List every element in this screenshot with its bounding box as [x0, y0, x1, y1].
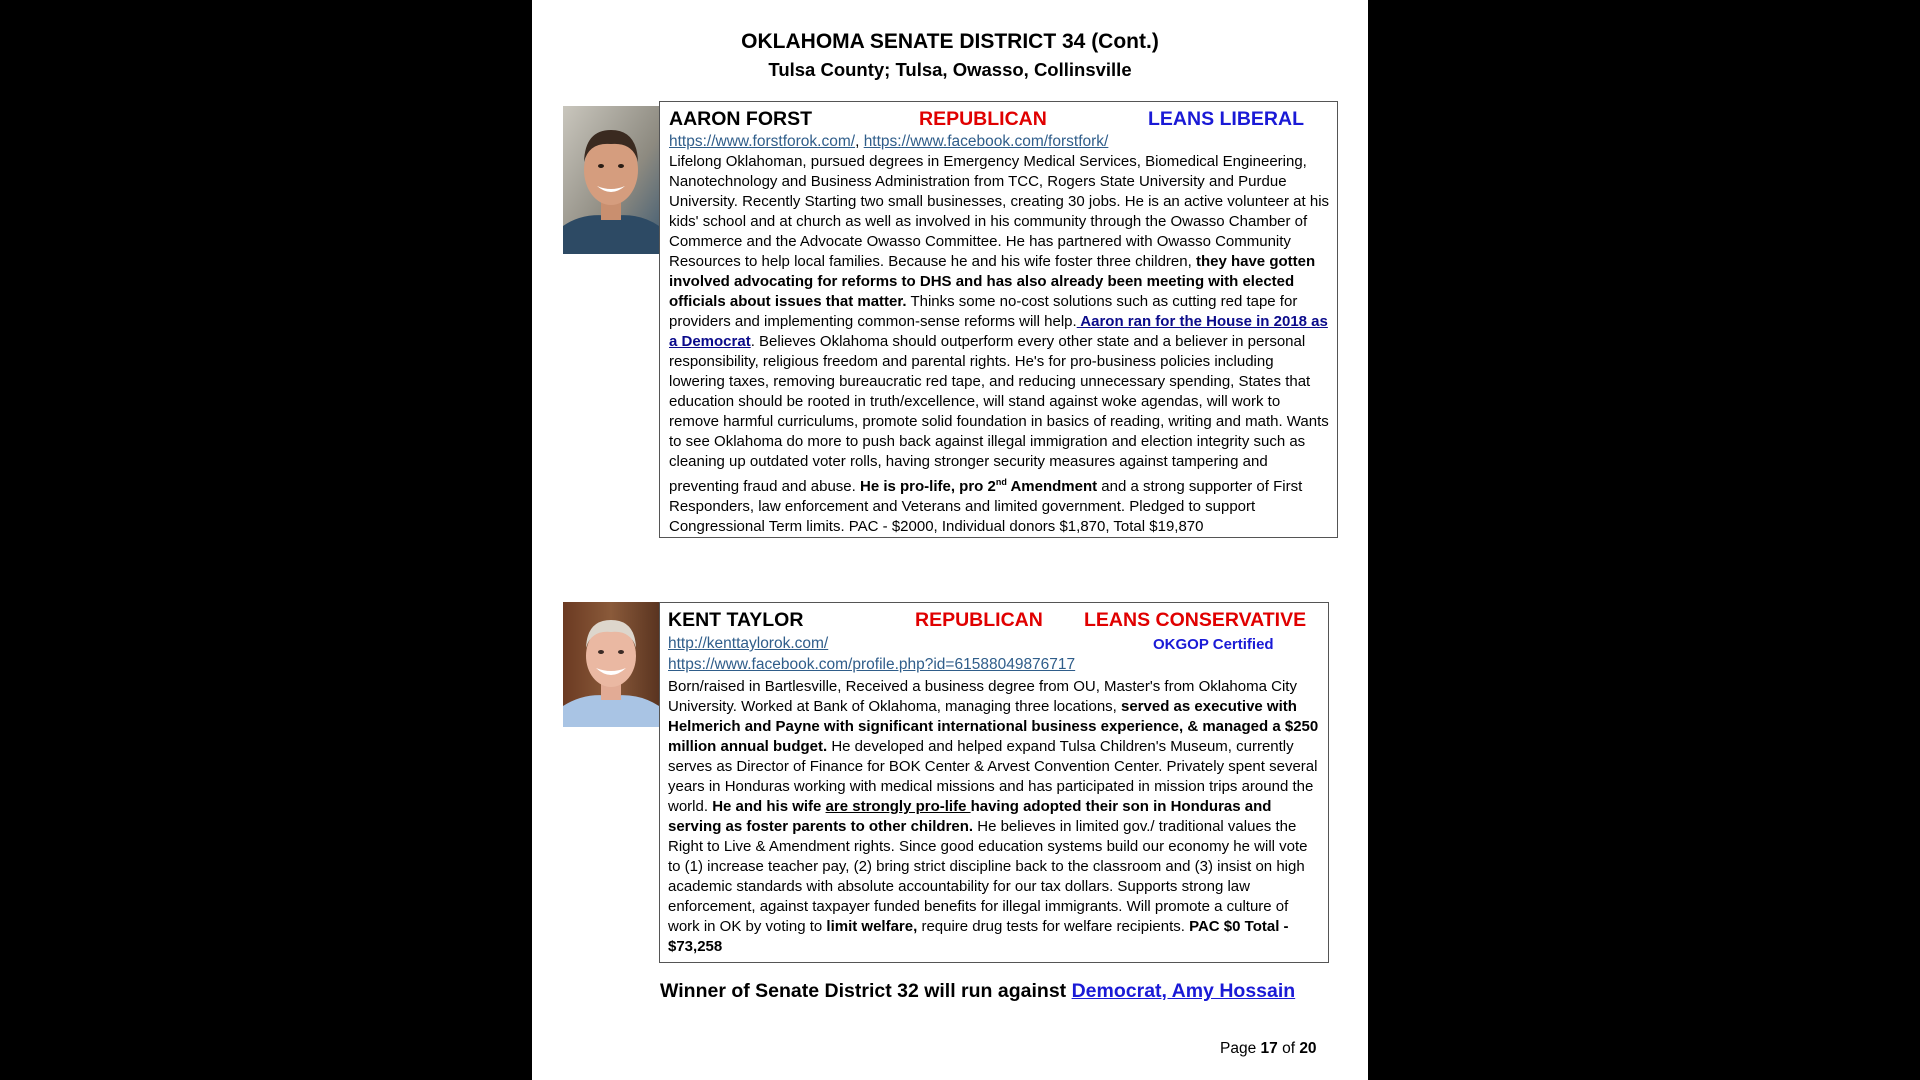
bio-text: require drug tests for welfare recipients.: [917, 918, 1190, 935]
bio-text: . Believes Oklahoma should outperform every other state and a believer in personal responsibility, religious freedom and parental rights. He's for pro-business policies including lowering taxes, removing bureaucratic red tape, and reducing unnecessary spending, States that education should be rooted in truth/excellence, will stand against woke agendas, will work to remove harmful curriculums, promote solid foundation in basics of reading, writing and math. Wants to see Oklahoma do more to push back against illegal immigration and election integrity such as cleaning up outdated voter rolls, having stronger security measures against tampering and preventing fraud and abuse.: [669, 333, 1329, 495]
candidate-name: AARON FORST: [669, 108, 812, 130]
bio-text: Thinks some no-cost solutions such as cutting red tape for providers and implementing common-sense reforms will help.: [669, 293, 1298, 330]
campaign-finance: PAC $0 Total - $73,258: [668, 918, 1289, 955]
bio-text: and a strong supporter of First Responders, law enforcement and Veterans and limited government. Pledged to support Congressional Term limits. PAC - $2000, Individual donors $1,870, Total $19,870: [669, 478, 1303, 535]
document-page: [532, 0, 1368, 1080]
candidate-card-kent-taylor: [659, 602, 1329, 963]
candidate-photo-kent-taylor: [563, 602, 659, 727]
page-title: OKLAHOMA SENATE DISTRICT 34 (Cont.): [741, 30, 1159, 53]
bio-text: Born/raised in Bartlesville, Received a business degree from OU, Master's from Oklahoma City University. Worked at Bank of Oklahoma, managing three locations,: [668, 678, 1297, 715]
link-separator: ,: [855, 133, 864, 150]
bio-bold: they have gotten involved advocating for reforms to DHS and has also already been meeting with elected officials about issues that matter.: [669, 253, 1316, 310]
bio-bold-underlined: are strongly pro-life: [825, 798, 971, 815]
website-link[interactable]: https://www.forstforok.com/: [669, 133, 856, 150]
party-label: REPUBLICAN: [915, 609, 1043, 631]
bio-text: He developed and helped expand Tulsa Children's Museum, currently serves as Director of Finance for BOK Center & Arvest Convention Center. Privately spent several years in Honduras working with medical missions and has participated in mission trips around the world.: [668, 738, 1318, 815]
candidate-bio: [669, 152, 1331, 537]
lean-label: LEANS LIBERAL: [1148, 108, 1304, 130]
candidate-card-aaron-forst: [659, 101, 1338, 538]
facebook-link[interactable]: https://www.facebook.com/profile.php?id=61588049876717: [668, 656, 1076, 673]
democrat-history-link[interactable]: Aaron ran for the House in 2018 as a Democrat: [669, 313, 1328, 350]
total-pages: 20: [1299, 1040, 1317, 1057]
bio-bold: He is pro-life, pro 2nd Amendment: [855, 477, 1098, 495]
website-link[interactable]: http://kenttaylorok.com/: [668, 635, 829, 652]
bio-bold: limit welfare,: [826, 918, 918, 935]
candidate-name: KENT TAYLOR: [668, 609, 804, 631]
opponent-link[interactable]: Democrat, Amy Hossain: [1071, 980, 1296, 1002]
page-subtitle: Tulsa County; Tulsa, Owasso, Collinsville: [768, 59, 1132, 80]
page-number: Page 17 of 20: [1220, 1040, 1317, 1057]
party-label: REPUBLICAN: [919, 108, 1047, 130]
runoff-note: [660, 980, 1295, 1003]
runoff-text: Winner of Senate District 32 will run against: [660, 980, 1072, 1002]
bio-text: He believes in limited gov./ traditional values the Right to Live & Amendment rights. Since good education systems build our economy he will vote to (1) increase teacher pay, (2) bring strict discipline back to the classroom and (3) insist on high academic standards with absolute accountability for our tax dollars. Supports strong law enforcement, against taxpayer funded benefits for illegal immigrants. Will promote a culture of work in OK by voting to: [668, 818, 1308, 935]
lean-label: LEANS CONSERVATIVE: [1084, 609, 1307, 631]
candidate-bio: [668, 677, 1323, 957]
bio-text: Lifelong Oklahoman, pursued degrees in Emergency Medical Services, Biomedical Engineering, Nanotechnology and Business Administration from TCC, Rogers State University and Purdue University. Recently Starting two small businesses, creating 30 jobs. He is an active volunteer at his kids' school and at church as well as involved in his community through the Owasso Chamber of Commerce and the Advocate Owasso Committee. He has partnered with Owasso Community Resources to help local families. Because he and his wife foster three children,: [669, 153, 1330, 270]
bio-bold: He and his wife: [712, 798, 826, 815]
facebook-link[interactable]: https://www.facebook.com/forstfork/: [863, 133, 1109, 150]
current-page: 17: [1260, 1040, 1278, 1057]
certified-badge: OKGOP Certified: [1153, 636, 1274, 653]
candidate-photo-aaron-forst: [563, 106, 659, 254]
bio-bold: served as executive with Helmerich and Payne with significant international business experience, & managed a $250 million annual budget.: [668, 698, 1319, 755]
bio-bold: having adopted their son in Honduras and serving as foster parents to other children.: [668, 798, 1272, 835]
candidate-links: [669, 133, 1108, 151]
